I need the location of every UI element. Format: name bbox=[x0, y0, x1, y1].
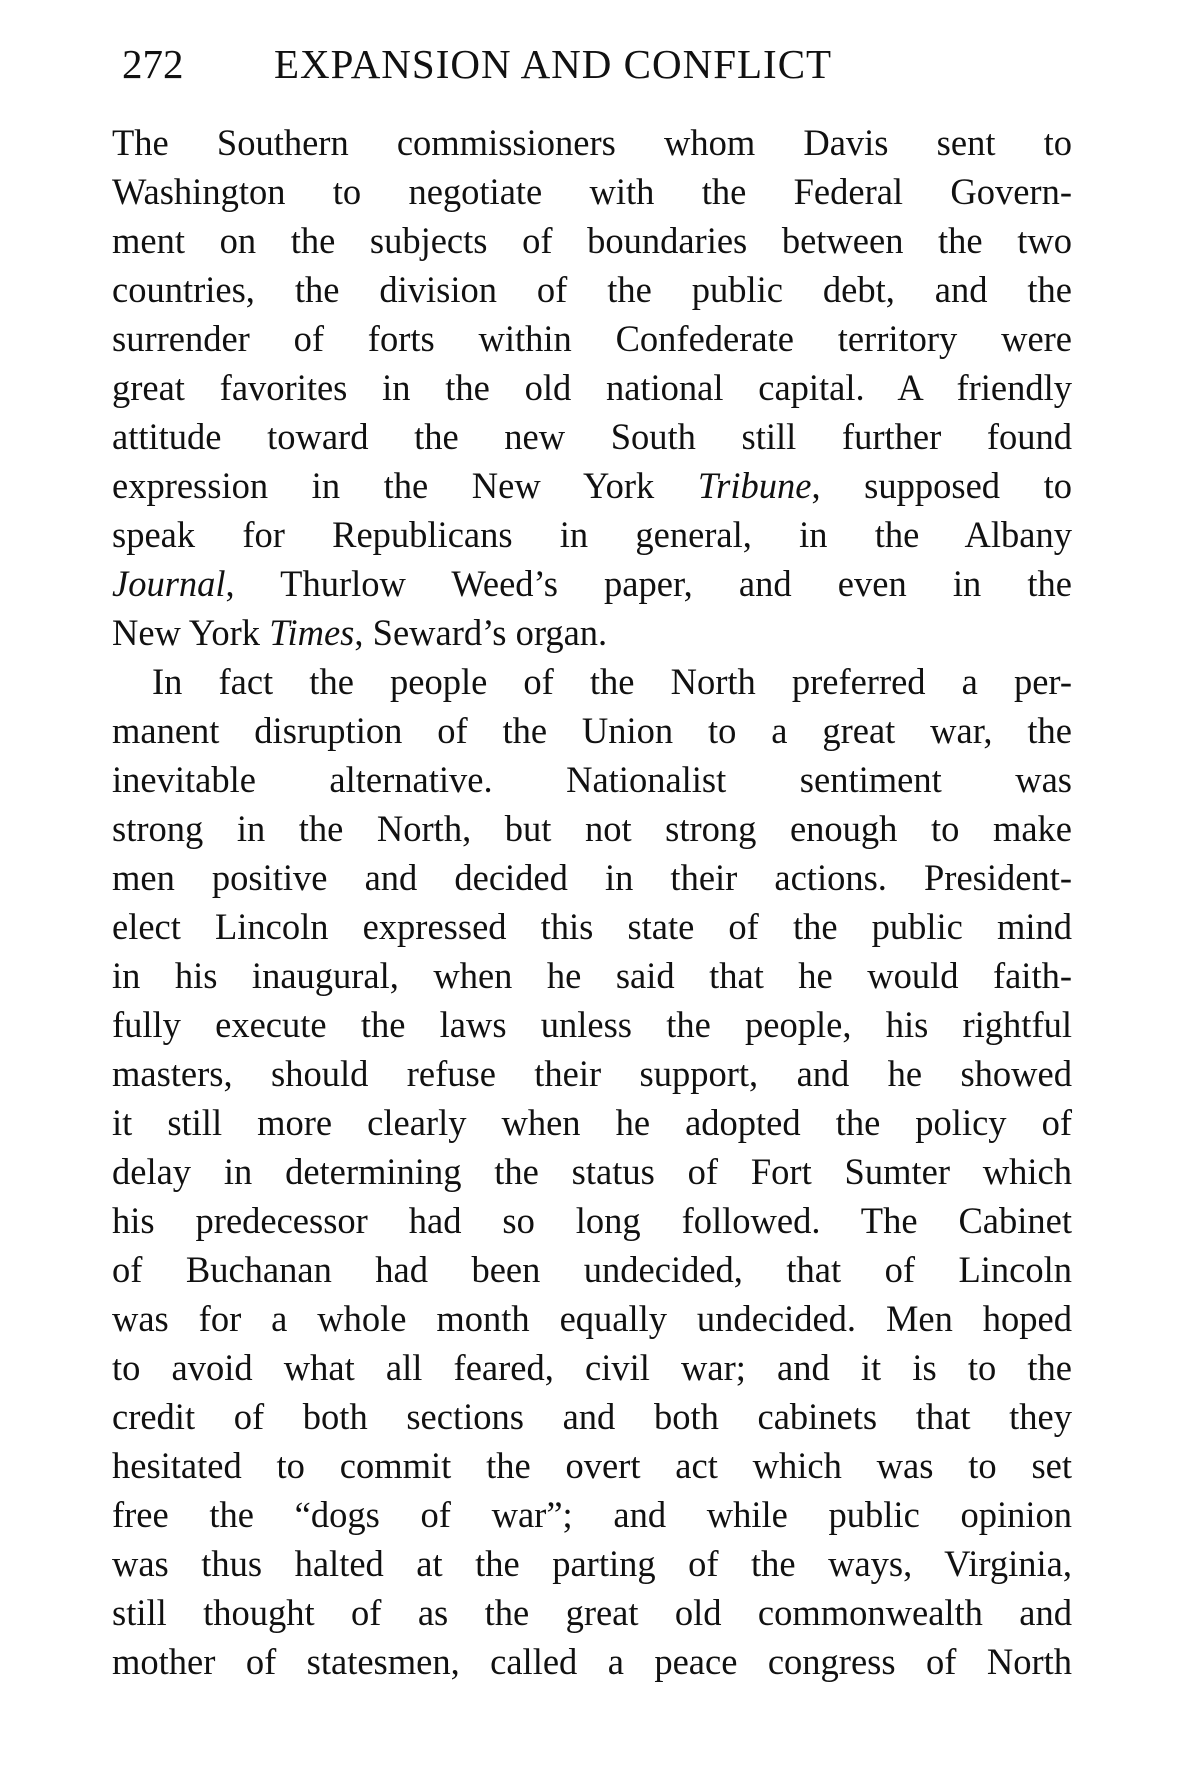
text-line: still thought of as the great old commonwealth and bbox=[112, 1592, 1072, 1633]
text-line: credit of both sections and both cabinets that they bbox=[112, 1396, 1072, 1437]
text-line: his predecessor had so long followed. The Cabinet bbox=[112, 1200, 1072, 1241]
text-line: mother of statesmen, called a peace congress of North bbox=[112, 1641, 1072, 1682]
text-line bbox=[112, 461, 1072, 510]
text-line: in his inaugural, when he said that he would faith- bbox=[112, 955, 1072, 996]
italic-title: Times bbox=[269, 612, 355, 653]
text-line bbox=[112, 559, 1072, 608]
text-line: strong in the North, but not strong enough to make bbox=[112, 808, 1072, 849]
text-line: great favorites in the old national capital. A friendly bbox=[112, 367, 1072, 408]
text-line: was for a whole month equally undecided. Men hoped bbox=[112, 1298, 1072, 1339]
text-line: speak for Republicans in general, in the Albany bbox=[112, 514, 1072, 555]
text-line: to avoid what all feared, civil war; and it is to the bbox=[112, 1347, 1072, 1388]
page-number: 272 bbox=[122, 41, 184, 87]
text-run: New York bbox=[112, 612, 270, 653]
running-head bbox=[122, 34, 1082, 94]
text-line: inevitable alternative. Nationalist sentiment was bbox=[112, 759, 1072, 800]
text-line: men positive and decided in their actions. President- bbox=[112, 857, 1072, 898]
text-run: expression in the New York bbox=[112, 465, 698, 506]
text-run: , supposed to bbox=[811, 465, 1073, 506]
text-line: The Southern commissioners whom Davis sent to bbox=[112, 122, 1072, 163]
text-line: of Buchanan had been undecided, that of Lincoln bbox=[112, 1249, 1072, 1290]
text-line: elect Lincoln expressed this state of the public mind bbox=[112, 906, 1072, 947]
running-head-title: EXPANSION AND CONFLICT bbox=[274, 41, 833, 87]
italic-title: Tribune bbox=[697, 465, 812, 506]
text-line: countries, the division of the public debt, and the bbox=[112, 269, 1072, 310]
paragraph-1 bbox=[112, 118, 1072, 657]
text-line: Washington to negotiate with the Federal Govern- bbox=[112, 171, 1072, 212]
text-line: In fact the people of the North preferred a per- bbox=[152, 661, 1072, 702]
body-text bbox=[112, 118, 1072, 1686]
italic-title: Journal bbox=[112, 563, 226, 604]
text-line: masters, should refuse their support, and he showed bbox=[112, 1053, 1072, 1094]
text-line: it still more clearly when he adopted the policy of bbox=[112, 1102, 1072, 1143]
paragraph-2 bbox=[112, 657, 1072, 1686]
text-line: surrender of forts within Confederate territory were bbox=[112, 318, 1072, 359]
text-line: was thus halted at the parting of the ways, Virginia, bbox=[112, 1543, 1072, 1584]
text-line bbox=[112, 608, 1072, 657]
text-run: , Seward’s organ. bbox=[354, 612, 608, 653]
text-line: delay in determining the status of Fort Sumter which bbox=[112, 1151, 1072, 1192]
text-line: free the “dogs of war”; and while public opinion bbox=[112, 1494, 1072, 1535]
text-line: manent disruption of the Union to a great war, the bbox=[112, 710, 1072, 751]
text-line: attitude toward the new South still further found bbox=[112, 416, 1072, 457]
text-line: ment on the subjects of boundaries between the two bbox=[112, 220, 1072, 261]
text-run: , Thurlow Weed’s paper, and even in the bbox=[225, 563, 1072, 604]
text-line: hesitated to commit the overt act which was to set bbox=[112, 1445, 1072, 1486]
text-line: fully execute the laws unless the people, his rightful bbox=[112, 1004, 1072, 1045]
